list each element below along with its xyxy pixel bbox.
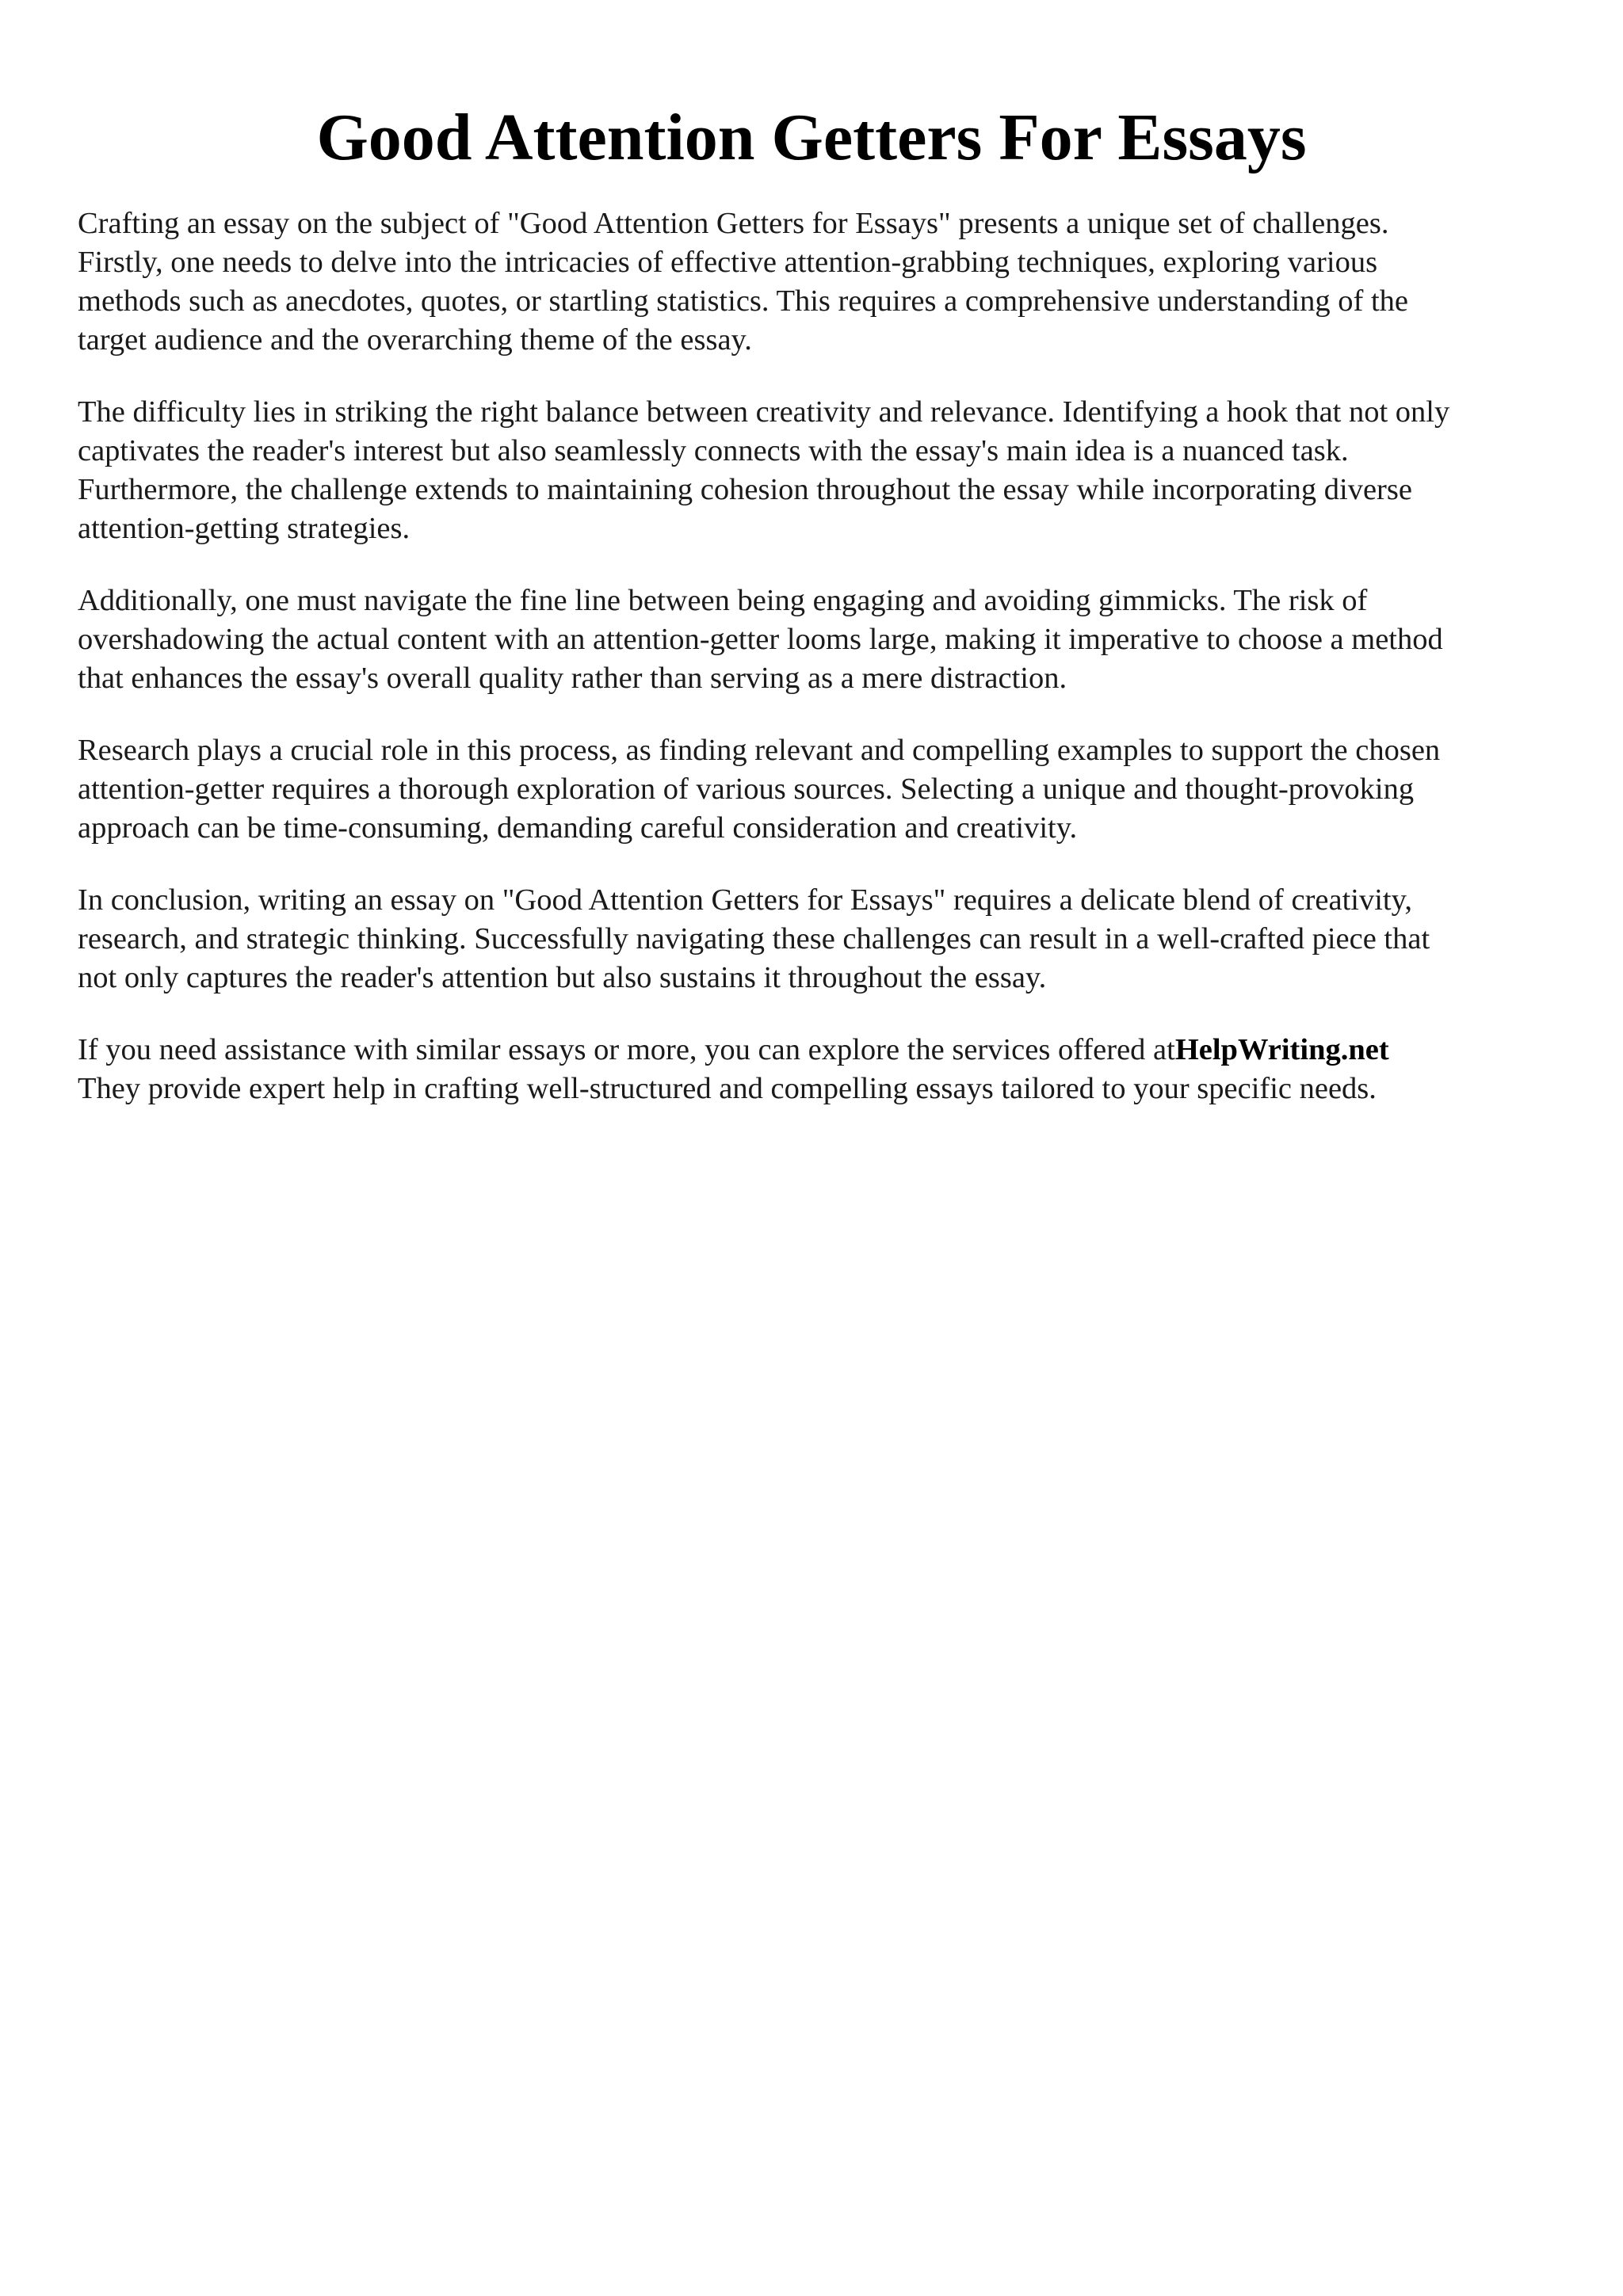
text-line: target audience and the overarching theme of the essay. [78,323,752,357]
paragraph-4 [78,731,1568,848]
text-line: The difficulty lies in striking the right balance between creativity and relevance. Identifying a hook that not only [78,395,1450,429]
text-line: research, and strategic thinking. Successfully navigating these challenges can result in a well-crafted piece that [78,922,1430,955]
text-line: Firstly, one needs to delve into the intricacies of effective attention-grabbing techniques, exploring various [78,246,1378,279]
text-line: overshadowing the actual content with an attention-getter looms large, making it imperative to choose a method [78,623,1443,656]
text-line: attention-getting strategies. [78,512,411,545]
brand-name: HelpWriting.net [1174,1033,1389,1066]
text-line: Research plays a crucial role in this process, as finding relevant and compelling examples to support the chosen [78,734,1441,767]
paragraph-1 [78,204,1568,360]
text-line: Crafting an essay on the subject of "Good Attention Getters for Essays" presents a unique set of challenges. [78,207,1389,240]
text-line: Furthermore, the challenge extends to maintaining cohesion throughout the essay while incorporating diverse [78,473,1412,506]
text-line: approach can be time-consuming, demanding careful consideration and creativity. [78,811,1078,845]
text-line: not only captures the reader's attention but also sustains it throughout the essay. [78,961,1047,994]
document-body [78,204,1568,1142]
closing-line-2: They provide expert help in crafting well-structured and compelling essays tailored to your specific needs. [78,1072,1377,1105]
paragraph-3 [78,582,1568,698]
text-line: In conclusion, writing an essay on "Good Attention Getters for Essays" requires a delicate blend of creativity, [78,883,1412,917]
closing-line-1 [78,1031,1568,1070]
text-line: that enhances the essay's overall quality rather than serving as a mere distraction. [78,662,1067,695]
page-title: Good Attention Getters For Essays [316,101,1307,174]
text-line: attention-getter requires a thorough exploration of various sources. Selecting a unique and thought-provoking [78,772,1415,806]
paragraph-2 [78,393,1568,548]
closing-paragraph [78,1031,1568,1108]
paragraph-5 [78,881,1568,997]
text-line: Additionally, one must navigate the fine line between being engaging and avoiding gimmicks. The risk of [78,584,1368,617]
text-line: captivates the reader's interest but also seamlessly connects with the essay's main idea is a nuanced task. [78,434,1349,467]
text-line: methods such as anecdotes, quotes, or startling statistics. This requires a comprehensive understanding of the [78,284,1408,318]
closing-prefix: If you need assistance with similar essays or more, you can explore the services offered at [78,1033,1175,1066]
